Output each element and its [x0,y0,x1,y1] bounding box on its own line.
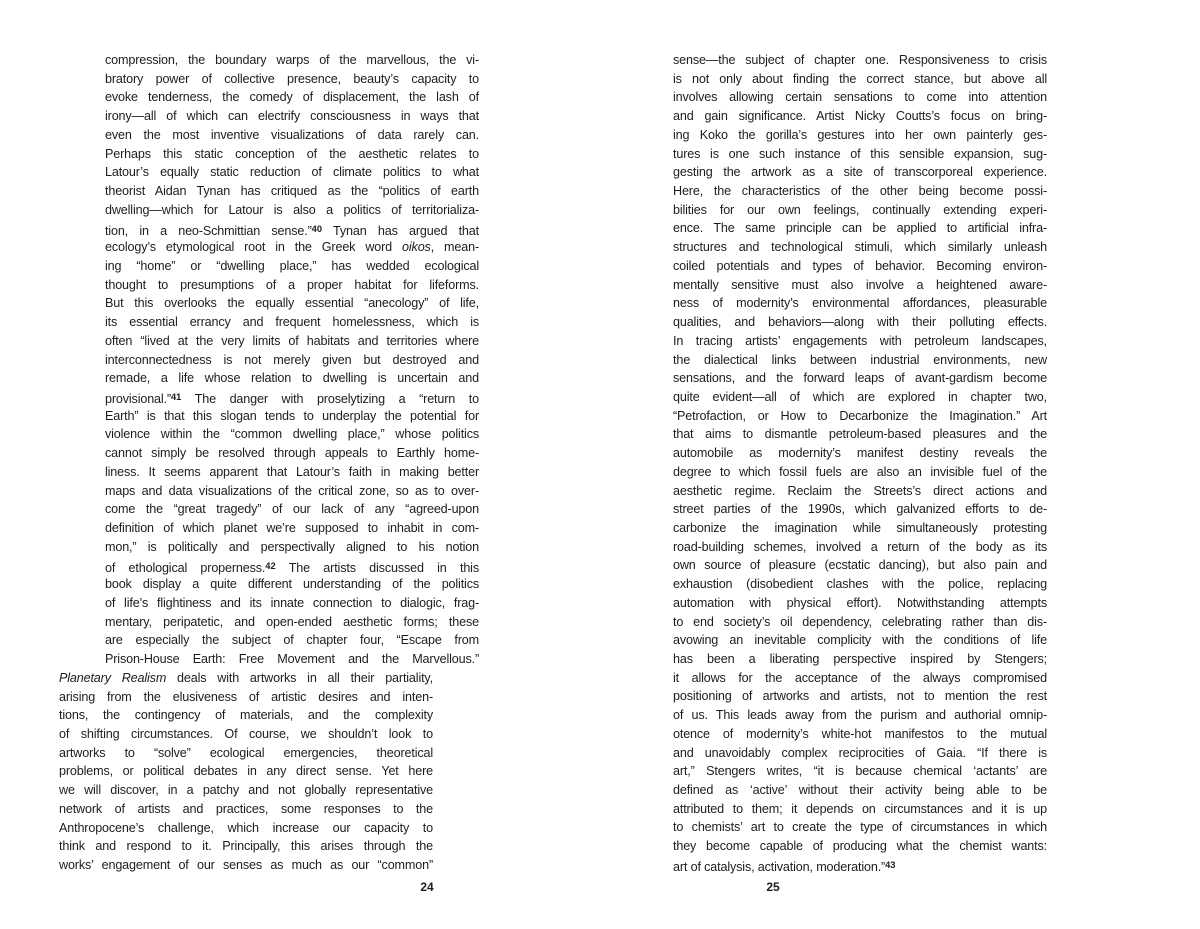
text-line: ness of modernity’s environmental affordances, pleasurable [673,296,1047,311]
text-line: ing Koko the gorilla’s gestures into her own painterly ges- [673,127,1047,142]
text-line: it allows for the acceptance of the always compromised [673,670,1047,685]
text-line: Prison-House Earth: Free Movement and the Marvellous.” [105,652,479,666]
text-line: own source of pleasure (ecstatic dancing), but also pain and [673,558,1047,573]
text-line: come the “great tragedy” of our lack of any “agreed-upon [105,502,479,517]
text-line: defined as ‘active’ without their activity being able to be [673,783,1047,798]
text-line: maps and data visualizations of the critical zone, so as to over- [105,483,479,498]
text-line: is not only about finding the correct stance, but above all [673,71,1047,86]
text-line: quite evident—all of which are explored in chapter two, [673,389,1047,404]
text-line: thought to presumptions of a proper habitat for lifeforms. [105,277,479,292]
text-line: are especially the subject of chapter four, “Escape from [105,633,479,648]
right-page-text-column [673,51,1047,875]
text-line: of ethological properness.$^{42}$ The artists discussed in this [105,560,479,575]
text-line: positioning of artworks and artists, not to mention the rest [673,689,1047,704]
text-line: degree to which fossil fuels are also an invisible fuel of the [673,464,1047,479]
text-line: Planetary Realism deals with artworks in all their partiality, [59,670,433,685]
text-line: ing “home” or “dwelling place,” has wedded ecological [105,258,479,273]
text-line: qualities, and behaviors—along with their polluting effects. [673,315,1047,330]
text-line: tures is one such instance of this sensible expansion, sug- [673,146,1047,161]
text-line: remade, a life whose relation to dwelling is uncertain and [105,371,479,386]
text-line: art,” Stengers writes, “it is because chemical ‘actants’ are [673,764,1047,779]
text-line: aesthetic regime. Reclaim the Streets’s direct actions and [673,483,1047,498]
text-line: “Petrofaction, or How to Decarbonize the Imagination.” Art [673,408,1047,423]
text-line: to chemists’ art to create the type of circumstances in which [673,820,1047,835]
text-line: attributed to them; it depends on circumstances and it is up [673,801,1047,816]
text-line: ecology’s etymological root in the Greek word oikos, mean- [105,240,480,255]
text-line: Earth” is that this slogan tends to underplay the potential for [105,408,479,423]
text-line: artworks to “solve” ecological emergencies, theoretical [59,745,433,760]
text-line: definition of which planet we’re supposed to inhabit in com- [105,520,479,535]
text-line: and gain significance. Artist Nicky Coutts’s focus on bring- [673,109,1047,124]
text-line: of us. This leads away from the purism and authorial omnip- [673,708,1047,723]
text-line: ence. The same principle can be applied to artificial infra- [673,221,1047,236]
text-line: problems, or political debates in any direct sense. Yet here [59,764,433,779]
text-line: dwelling—which for Latour is also a politics of territorializa- [105,202,479,217]
text-line: mentally sensitive must also involve a heightened aware- [673,277,1047,292]
footnote-marker: 43 [885,859,896,870]
text-line: carbonize the imagination while simultaneously protesting [673,520,1047,535]
text-line: sensations, and the forward leaps of avant-gardism become [673,371,1047,386]
page-number-left: 24 [420,880,434,894]
text-line: liness. It seems apparent that Latour’s faith in making better [105,464,479,479]
text-line: Here, the characteristics of the other being become possi- [673,184,1047,199]
left-page-paragraph-indented [105,51,479,669]
text-line: But this overlooks the equally essential “anecology” of life, [105,296,479,311]
footnote-marker: 40 [311,223,322,234]
text-line: involves allowing certain sensations to come into attention [673,90,1047,105]
text-line: mon,” is politically and perspectivally aligned to his notion [105,539,479,554]
italic-text: Planetary Realism [59,670,167,685]
text-line: even the most inventive visualizations of data rarely can. [105,127,479,142]
text-line: mentary, peripatetic, and open-ended aesthetic forms; these [105,614,479,629]
text-line: to end society’s oil dependency, celebrating rather than dis- [673,614,1047,629]
text-line: the dialectical links between industrial environments, new [673,352,1047,367]
text-line: coiled potentials and types of behavior. Becoming environ- [673,258,1047,273]
text-line: art of catalysis, activation, moderation.”$^{43}$ [673,859,896,875]
left-page-paragraph-flush [59,669,433,875]
text-line: interconnectedness is not merely given but destroyed and [105,352,479,367]
text-line: often “lived at the very limits of habitats and territories where [105,333,479,348]
text-line: street parties of the 1990s, which galvanized efforts to de- [673,502,1047,517]
text-line: book display a quite different understanding of the politics [105,577,479,592]
text-line: Perhaps this static conception of the aesthetic relates to [105,146,479,161]
text-line: works’ engagement of our senses as much as our “common” [59,857,433,872]
text-line: compression, the boundary warps of the marvellous, the vi- [105,53,479,67]
text-line: evoke tenderness, the comedy of displacement, the lash of [105,90,479,105]
text-line: of life’s flightiness and its innate connection to dialogic, frag- [105,595,479,610]
text-line: automobile as modernity’s manifest destiny reveals the [673,446,1047,461]
text-line: tions, the contingency of materials, and the complexity [59,708,433,723]
text-line: avowing an inevitable complicity with the conditions of life [673,633,1047,648]
text-line: cannot simply be resolved through appeals to Earthly home- [105,446,479,461]
text-line: Anthropocene’s challenge, which increase our capacity to [59,820,433,835]
text-line: gesting the artwork as a site of transcorporeal experience. [673,165,1047,180]
text-line: network of artists and practices, some responses to the [59,801,433,816]
text-line: otence of modernity’s white-hot manifestos to the mutual [673,726,1047,741]
text-line: automation with physical effort). Notwithstanding attempts [673,595,1047,610]
text-line: exhaustion (disobedient clashes with the police, replacing [673,577,1047,592]
text-line: irony—all of which can electrify consciousness in ways that [105,109,479,124]
text-line: we will discover, in a patchy and not globally representative [59,783,433,798]
text-line: provisional.”$^{41}$ The danger with proselytizing a “return to [105,391,479,407]
footnote-marker: 41 [170,391,182,402]
italic-text: oikos [402,240,431,255]
text-line: road-building schemes, involved a return of the body as its [673,539,1047,554]
text-line: and unavoidably complex reciprocities of Gaia. “If there is [673,745,1047,760]
text-line: they become capable of producing what the chemist wants: [673,839,1047,854]
text-line: bratory power of collective presence, beauty’s capacity to [105,71,479,86]
text-line: that aims to dismantle petroleum-based pleasures and the [673,427,1047,442]
page-number-right: 25 [766,880,780,894]
text-line: arising from the elusiveness of artistic desires and inten- [59,689,433,704]
footnote-marker: 42 [265,560,276,571]
text-line: has been a liberating perspective inspired by Stengers; [673,652,1047,666]
text-line: bilities for our own feelings, continually extending experi- [673,202,1047,217]
text-line: structures and technological stimuli, which similarly unleash [673,240,1047,255]
text-line: violence within the “common dwelling place,” whose politics [105,427,479,442]
text-line: theorist Aidan Tynan has critiqued as the “politics of earth [105,184,479,199]
text-line: sense—the subject of chapter one. Responsiveness to crisis [673,53,1047,67]
text-line: Latour’s equally static reduction of climate politics to what [105,165,479,180]
text-line: of shifting circumstances. Of course, we shouldn’t look to [59,726,433,741]
text-line: its essential errancy and frequent homelessness, which is [105,315,479,330]
text-line: tion, in a neo-Schmittian sense.”$^{40}$ Tynan has argued that [105,223,479,238]
text-line: In tracing artists’ engagements with petroleum landscapes, [673,333,1047,348]
text-line: think and respond to it. Principally, this arises through the [59,839,433,854]
